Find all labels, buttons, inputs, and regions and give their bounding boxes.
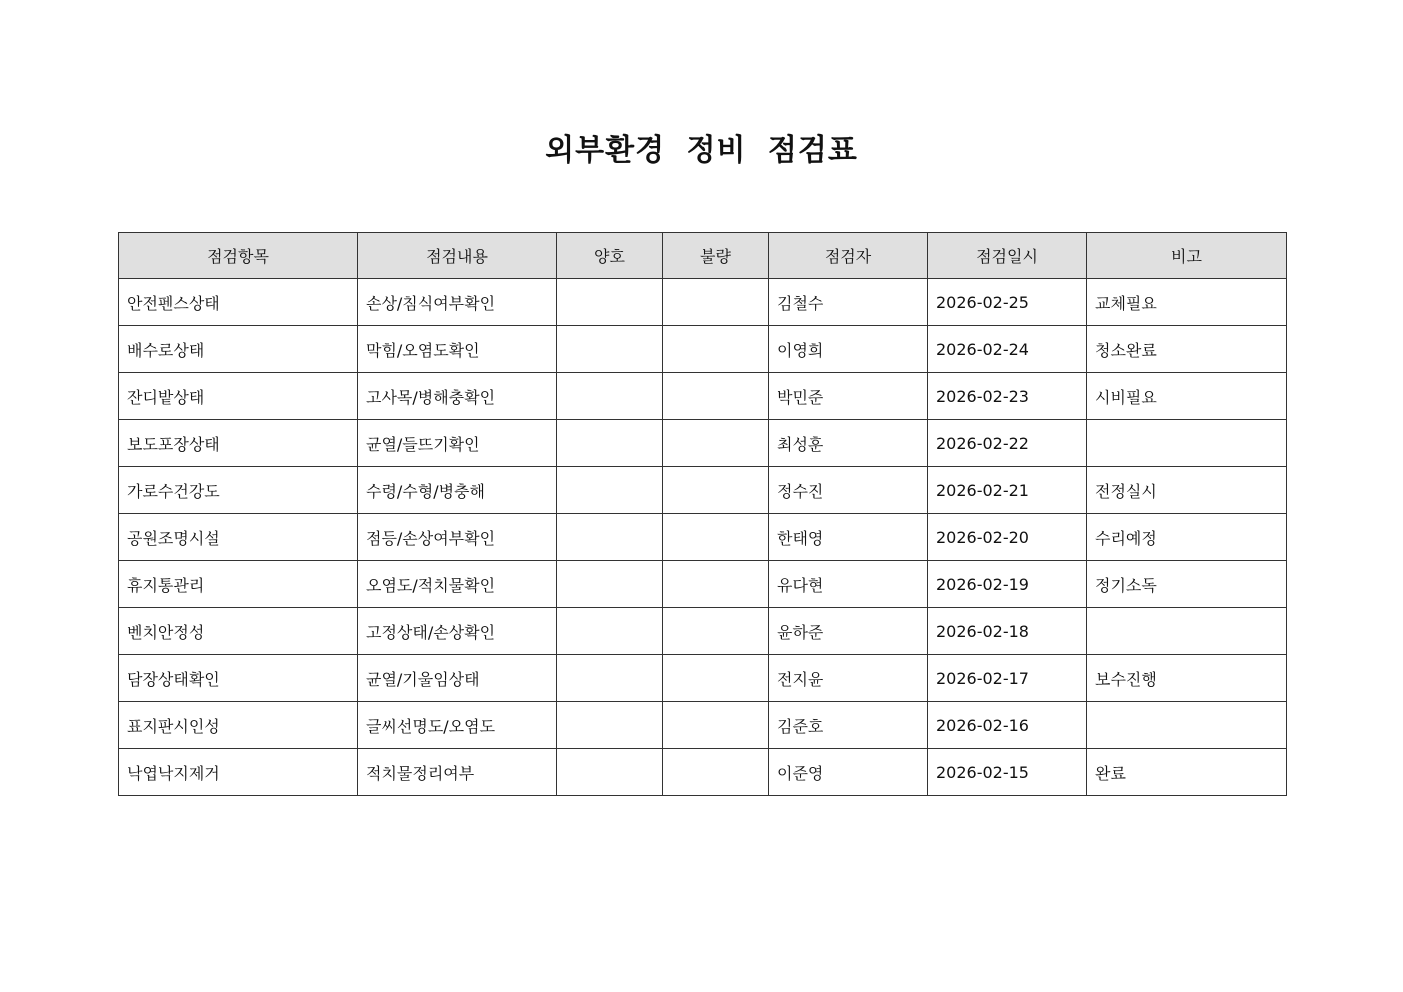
cell-content: 적치물정리여부 [358, 749, 557, 796]
cell-note: 교체필요 [1087, 279, 1287, 326]
cell-date: 2026-02-24 [928, 326, 1087, 373]
header-date: 점검일시 [928, 233, 1087, 279]
cell-date: 2026-02-15 [928, 749, 1087, 796]
cell-date: 2026-02-19 [928, 561, 1087, 608]
cell-content: 고정상태/손상확인 [358, 608, 557, 655]
cell-item: 공원조명시설 [119, 514, 358, 561]
table-row [119, 326, 1287, 373]
cell-good[interactable] [557, 373, 663, 420]
cell-content: 글씨선명도/오염도 [358, 702, 557, 749]
table-row [119, 608, 1287, 655]
cell-item: 담장상태확인 [119, 655, 358, 702]
table-row [119, 561, 1287, 608]
cell-note [1087, 608, 1287, 655]
cell-note: 시비필요 [1087, 373, 1287, 420]
cell-note [1087, 702, 1287, 749]
cell-date: 2026-02-17 [928, 655, 1087, 702]
cell-content: 점등/손상여부확인 [358, 514, 557, 561]
table-row [119, 420, 1287, 467]
cell-inspector: 전지윤 [769, 655, 928, 702]
cell-good[interactable] [557, 702, 663, 749]
cell-bad[interactable] [663, 373, 769, 420]
cell-date: 2026-02-16 [928, 702, 1087, 749]
cell-content: 막힘/오염도확인 [358, 326, 557, 373]
cell-note: 보수진행 [1087, 655, 1287, 702]
cell-inspector: 김준호 [769, 702, 928, 749]
cell-item: 표지판시인성 [119, 702, 358, 749]
cell-item: 안전펜스상태 [119, 279, 358, 326]
cell-good[interactable] [557, 655, 663, 702]
cell-bad[interactable] [663, 702, 769, 749]
cell-date: 2026-02-25 [928, 279, 1087, 326]
table-row [119, 279, 1287, 326]
cell-inspector: 김철수 [769, 279, 928, 326]
cell-item: 가로수건강도 [119, 467, 358, 514]
cell-note: 완료 [1087, 749, 1287, 796]
cell-content: 고사목/병해충확인 [358, 373, 557, 420]
cell-item: 벤치안정성 [119, 608, 358, 655]
cell-inspector: 이영희 [769, 326, 928, 373]
table-row [119, 467, 1287, 514]
cell-date: 2026-02-20 [928, 514, 1087, 561]
cell-bad[interactable] [663, 655, 769, 702]
cell-note: 전정실시 [1087, 467, 1287, 514]
table-row [119, 655, 1287, 702]
inspection-table [118, 232, 1287, 796]
cell-bad[interactable] [663, 561, 769, 608]
table-row [119, 702, 1287, 749]
cell-note: 정기소독 [1087, 561, 1287, 608]
cell-bad[interactable] [663, 279, 769, 326]
cell-item: 배수로상태 [119, 326, 358, 373]
header-inspector: 점검자 [769, 233, 928, 279]
cell-note [1087, 420, 1287, 467]
cell-good[interactable] [557, 749, 663, 796]
cell-item: 잔디밭상태 [119, 373, 358, 420]
cell-bad[interactable] [663, 420, 769, 467]
cell-date: 2026-02-23 [928, 373, 1087, 420]
cell-bad[interactable] [663, 514, 769, 561]
cell-bad[interactable] [663, 749, 769, 796]
cell-good[interactable] [557, 420, 663, 467]
cell-content: 손상/침식여부확인 [358, 279, 557, 326]
cell-note: 수리예정 [1087, 514, 1287, 561]
page-title: 외부환경 정비 점검표 [545, 133, 858, 169]
cell-date: 2026-02-21 [928, 467, 1087, 514]
cell-inspector: 한태영 [769, 514, 928, 561]
header-item: 점검항목 [119, 233, 358, 279]
table-row [119, 749, 1287, 796]
header-note: 비고 [1087, 233, 1287, 279]
cell-inspector: 이준영 [769, 749, 928, 796]
cell-good[interactable] [557, 514, 663, 561]
cell-good[interactable] [557, 279, 663, 326]
header-content: 점검내용 [358, 233, 557, 279]
cell-inspector: 박민준 [769, 373, 928, 420]
cell-inspector: 윤하준 [769, 608, 928, 655]
cell-inspector: 정수진 [769, 467, 928, 514]
cell-item: 낙엽낙지제거 [119, 749, 358, 796]
cell-bad[interactable] [663, 467, 769, 514]
cell-bad[interactable] [663, 608, 769, 655]
cell-date: 2026-02-22 [928, 420, 1087, 467]
cell-inspector: 유다현 [769, 561, 928, 608]
cell-good[interactable] [557, 326, 663, 373]
table-header-row [119, 233, 1287, 279]
cell-good[interactable] [557, 467, 663, 514]
cell-inspector: 최성훈 [769, 420, 928, 467]
cell-good[interactable] [557, 561, 663, 608]
cell-content: 균열/들뜨기확인 [358, 420, 557, 467]
table-row [119, 514, 1287, 561]
cell-content: 수령/수형/병충해 [358, 467, 557, 514]
cell-content: 오염도/적치물확인 [358, 561, 557, 608]
cell-item: 휴지통관리 [119, 561, 358, 608]
cell-item: 보도포장상태 [119, 420, 358, 467]
header-good: 양호 [557, 233, 663, 279]
cell-note: 청소완료 [1087, 326, 1287, 373]
cell-content: 균열/기울임상태 [358, 655, 557, 702]
cell-good[interactable] [557, 608, 663, 655]
cell-date: 2026-02-18 [928, 608, 1087, 655]
table-row [119, 373, 1287, 420]
header-bad: 불량 [663, 233, 769, 279]
cell-bad[interactable] [663, 326, 769, 373]
